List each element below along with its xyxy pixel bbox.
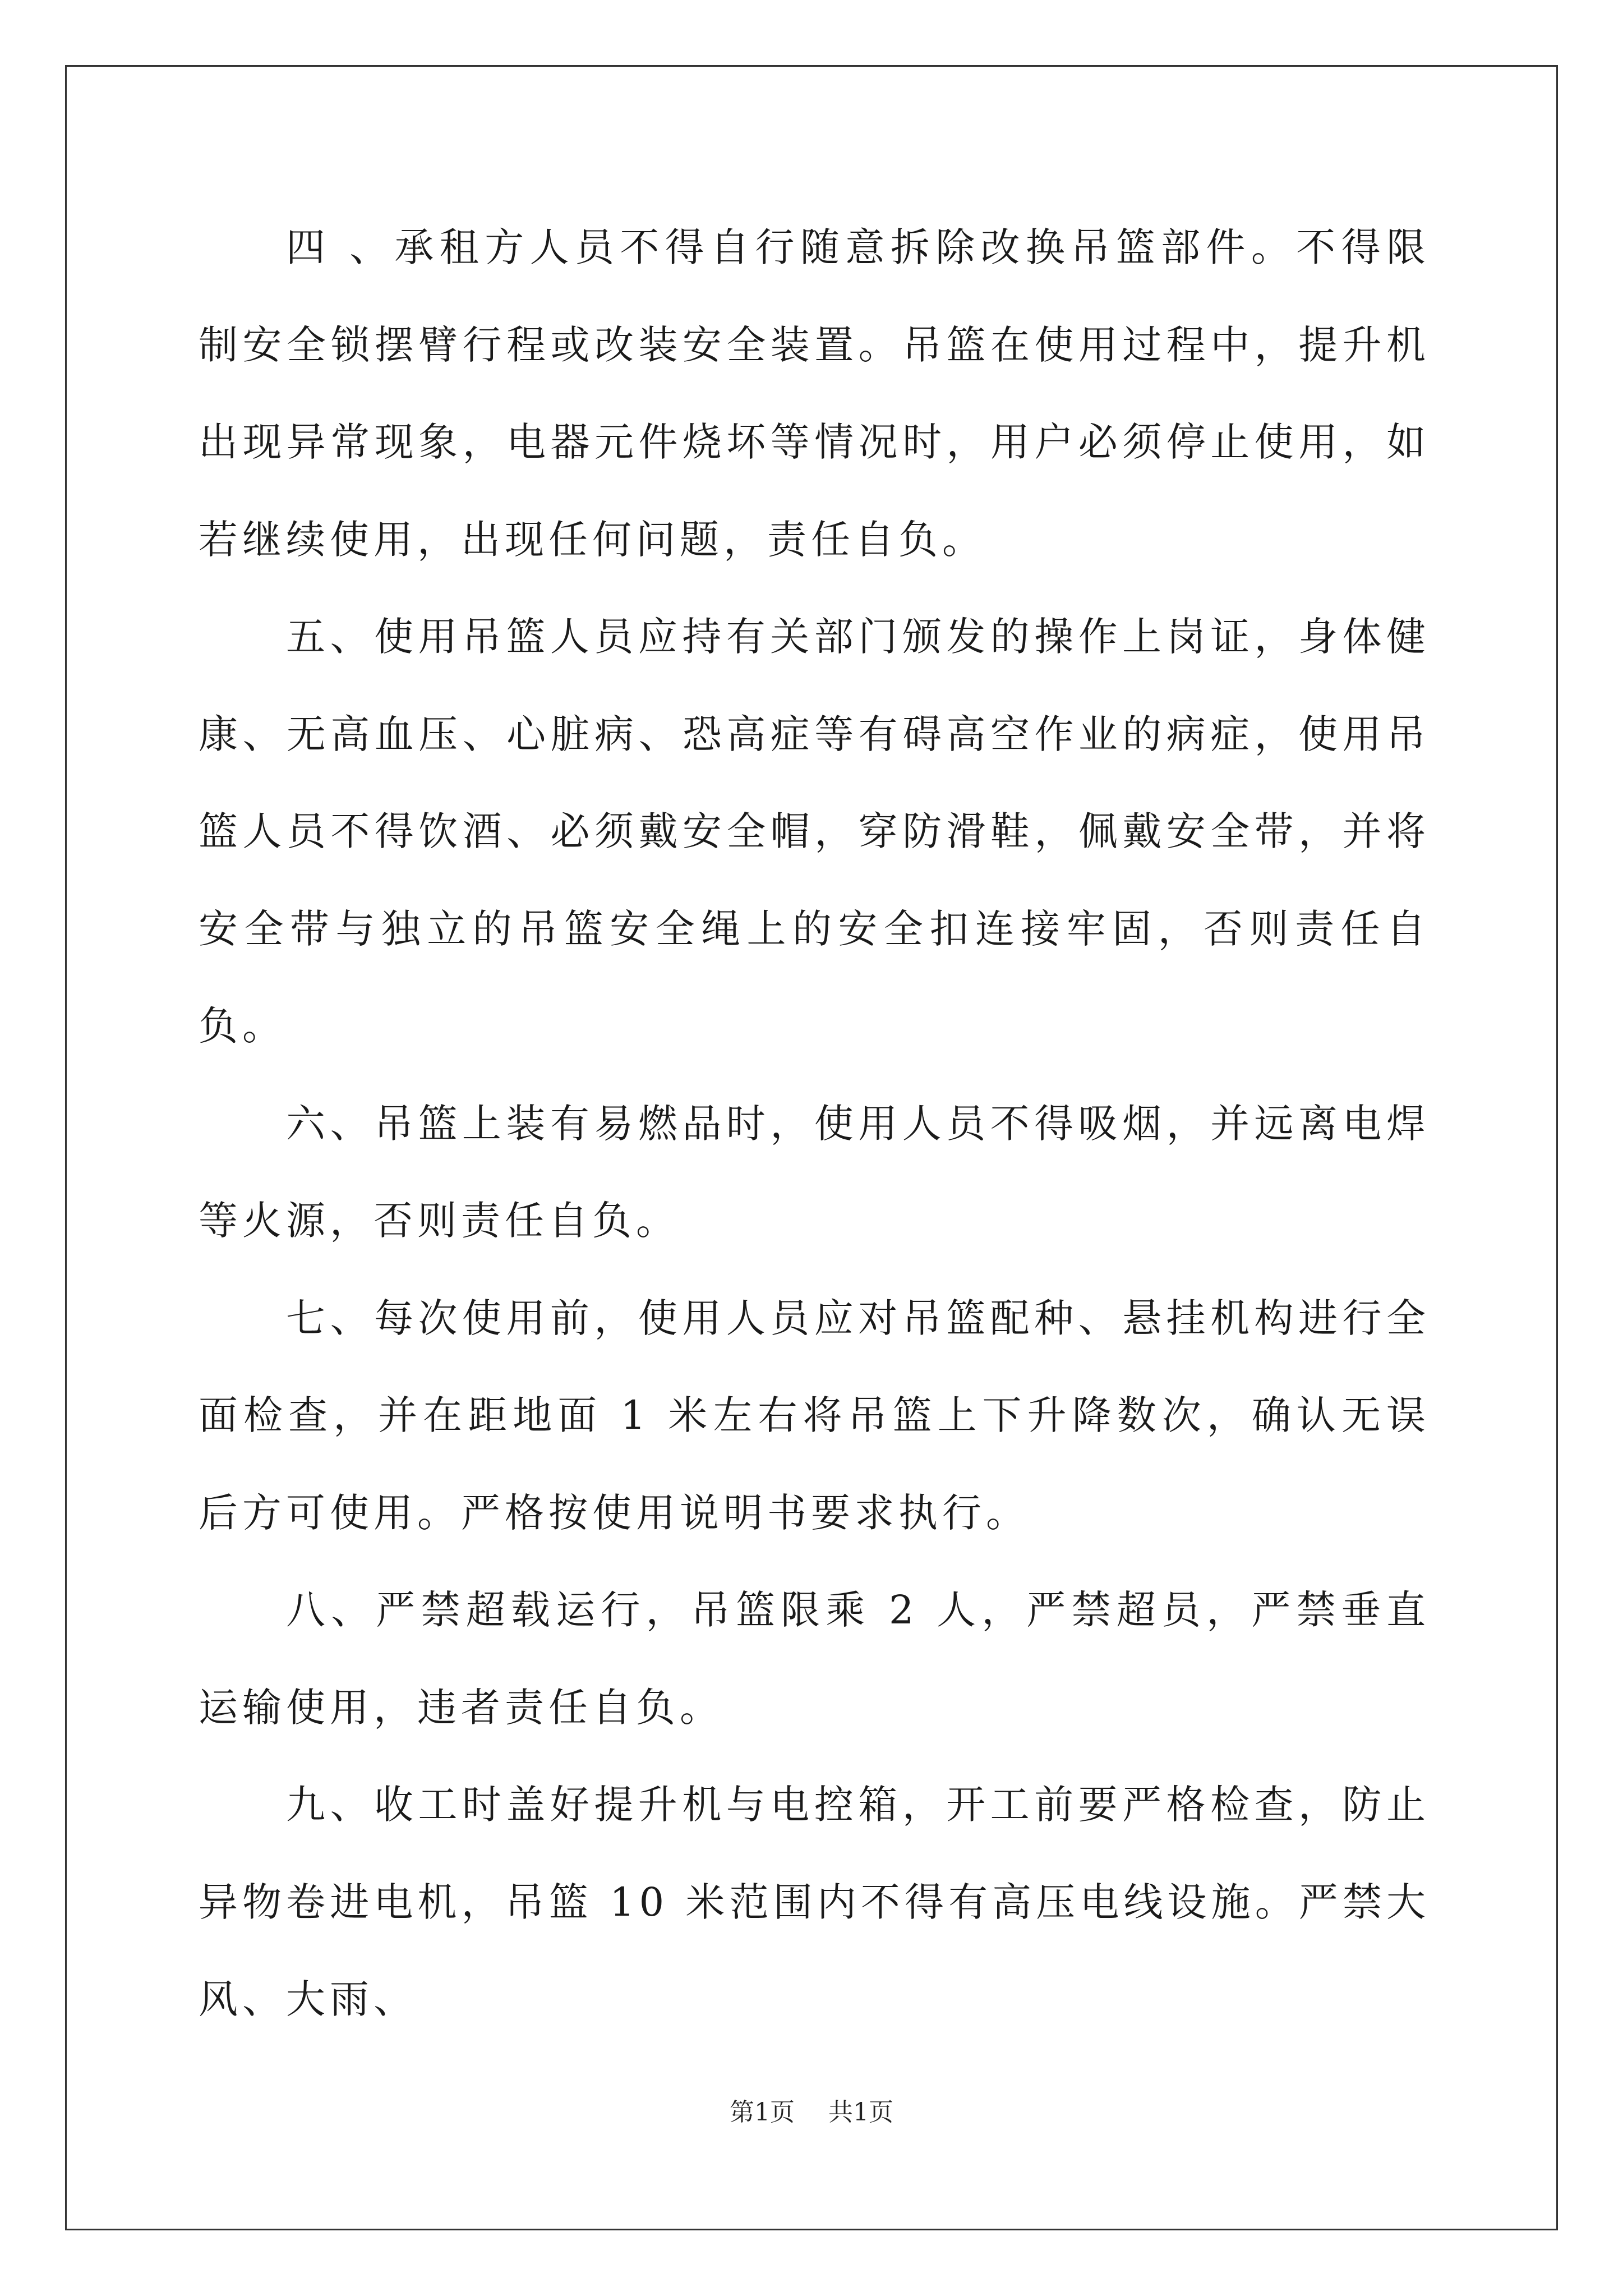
paragraph-7: 七、每次使用前，使用人员应对吊篮配种、悬挂机构进行全面检查，并在距地面 1 米左右将吊篮上下升降数次，确认无误后方可使用。严格按使用说明书要求执行。	[199, 1295, 1430, 1536]
paragraph-5: 五、使用吊篮人员应持有关部门颁发的操作上岗证，身体健康、无高血压、心脏病、恐高症等有碍高空作业的病症，使用吊篮人员不得饮酒、必须戴安全帽，穿防滑鞋，佩戴安全带，并将安全带与独立的吊篮安全绳上的安全扣连接牢固，否则责任自负。	[199, 614, 1430, 1049]
paragraph-6: 六、吊篮上装有易燃品时，使用人员不得吸烟，并远离电焊等火源，否则责任自负。	[199, 1100, 1430, 1244]
page-number-total: 共1页	[828, 2098, 893, 2127]
page-footer	[0, 2096, 1623, 2129]
document-body	[199, 199, 1430, 2049]
paragraph-4: 四 、承租方人员不得自行随意拆除改换吊篮部件。不得限制安全锁摆臂行程或改装安全装置。吊篮在使用过程中，提升机出现异常现象，电器元件烧坏等情况时，用户必须停止使用，如若继续使用，出现任何问题，责任自负。	[199, 224, 1430, 563]
paragraph-8: 八、严禁超载运行，吊篮限乘 2 人，严禁超员，严禁垂直运输使用，违者责任自负。	[199, 1587, 1430, 1731]
paragraph-9: 九、收工时盖好提升机与电控箱，开工前要严格检查，防止异物卷进电机，吊篮 10 米范围内不得有高压电线设施。严禁大风、大雨、	[199, 1782, 1430, 2022]
page-number-current: 第1页	[730, 2098, 795, 2127]
